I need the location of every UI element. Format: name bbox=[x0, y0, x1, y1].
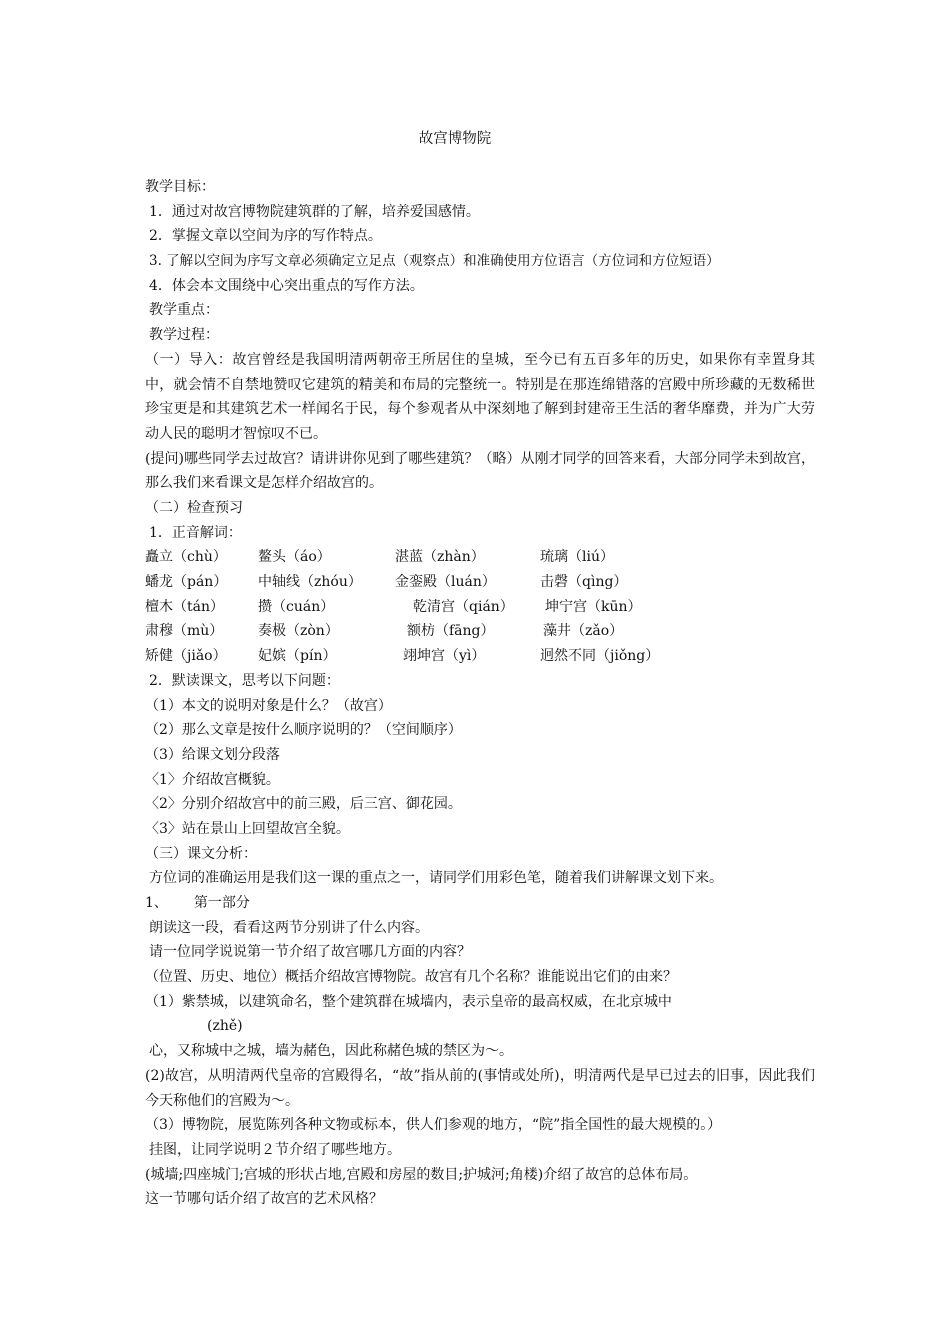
reading-item: 〈2〉分别介绍故宫中的前三殿，后三宫、御花园。 bbox=[145, 796, 462, 813]
vocab-word: 翊坤宫（yì） bbox=[403, 648, 486, 665]
vocab-word: 肃穆（mù） bbox=[145, 623, 224, 640]
goal-item: 2．掌握文章以空间为序的写作特点。 bbox=[149, 228, 382, 245]
vocab-word: 攒（cuán） bbox=[258, 598, 335, 615]
reading-item: 〈1〉介绍故宫概貌。 bbox=[145, 771, 280, 788]
reading-heading: 2．默读课文，思考以下问题： bbox=[149, 672, 340, 689]
vocab-word: 蟠龙（pán） bbox=[145, 574, 228, 591]
vocab-row bbox=[145, 545, 815, 570]
pinyin-annotation: (zhě) bbox=[207, 1018, 243, 1035]
goal-item: 1．通过对故宫博物院建筑群的了解，培养爱国感情。 bbox=[149, 203, 480, 220]
vocab-word: 琉璃（liú） bbox=[540, 549, 614, 566]
vocab-word: 额枋（fāng） bbox=[407, 623, 495, 640]
vocab-word: 中轴线（zhóu） bbox=[258, 574, 362, 591]
vocab-word: 藻井（zǎo） bbox=[543, 623, 624, 640]
intro-paragraph: （一）导入：故宫曾经是我国明清两朝帝王所居住的皇城，至今已有五百多年的历史，如果你有幸置身其中，就会情不自禁地赞叹它建筑的精美和布局的完整统一。特别是在那连绵错落的宫殿中所珍藏的无数稀世珍宝更是和其建筑艺术一样闻名于民，每个参观者从中深刻地了解到封建帝王生活的奢华靡费，并为广大劳动人民的聪明才智惊叹不已。 bbox=[145, 351, 815, 442]
vocab-row bbox=[145, 644, 815, 669]
vocab-word: 迥然不同（jiǒng） bbox=[540, 648, 660, 665]
part-line: （1）紫禁城，以建筑命名，整个建筑群在城墙内，表示皇帝的最高权威，在北京城中 bbox=[145, 993, 672, 1010]
reading-item: （2）那么文章是按什么顺序说明的？（空间顺序） bbox=[145, 722, 462, 739]
goal-item: 4．体会本文围绕中心突出重点的写作方法。 bbox=[149, 277, 424, 294]
vocab-word: 矫健（jiǎo） bbox=[145, 648, 227, 665]
vocab-row bbox=[145, 595, 815, 620]
museum-line: （3）博物院，展览陈列各种文物或标本，供人们参观的地方，“院”指全国性的最大规模的。） bbox=[145, 1117, 722, 1134]
center-line: 心，又称城中之城，墙为赭色，因此称赭色城的禁区为～。 bbox=[149, 1043, 513, 1060]
map-line: 挂图，让同学说明２节介绍了哪些地方。 bbox=[149, 1141, 401, 1158]
vocab-word: 鳌头（áo） bbox=[258, 549, 331, 566]
vocab-word: 奏极（zòn） bbox=[258, 623, 339, 640]
vocab-heading: 1．正音解词： bbox=[149, 524, 242, 541]
vocab-word: 乾清宫（qián） bbox=[413, 598, 514, 615]
vocab-word: 坤宁宫（kūn） bbox=[545, 598, 642, 615]
vocab-word: 妃嫔（pín） bbox=[258, 648, 337, 665]
vocab-word: 湛蓝（zhàn） bbox=[395, 549, 485, 566]
vocab-row bbox=[145, 570, 815, 595]
document-body bbox=[145, 175, 815, 1212]
page-title: 故宫博物院 bbox=[418, 131, 492, 147]
analysis-intro: 方位词的准确运用是我们这一课的重点之一，请同学们用彩色笔，随着我们讲解课文划下来。 bbox=[149, 870, 723, 887]
focus-heading: 教学重点： bbox=[149, 302, 219, 319]
reading-item: 〈3〉站在景山上回望故宫全貌。 bbox=[145, 820, 350, 837]
part-label: 第一部分 bbox=[193, 895, 250, 912]
reading-item: （3）给课文划分段落 bbox=[145, 746, 280, 763]
vocab-word: 矗立（chù） bbox=[145, 549, 227, 566]
vocab-word: 金銮殿（luán） bbox=[395, 574, 496, 591]
layout-line: (城墙;四座城门;宫城的形状占地,宫殿和房屋的数目;护城河;角楼)介绍了故宫的总体布局。 bbox=[145, 1166, 698, 1183]
vocab-word: 檀木（tán） bbox=[145, 598, 224, 615]
part-line: 请一位同学说说第一节介绍了故宫哪几方面的内容？ bbox=[149, 944, 471, 961]
part-number: 1、 bbox=[145, 895, 168, 912]
palace-paragraph: (2)故宫，从明清两代皇帝的宫殿得名，“故”指从前的(事情或处所)，明清两代是早已过去的旧事，因此我们今天称他们的宫殿为～。 bbox=[145, 1067, 815, 1109]
question-paragraph: (提问)哪些同学去过故宫？请讲讲你见到了哪些建筑？（略）从刚才同学的回答来看，大部分同学未到故宫，那么我们来看课文是怎样介绍故宫的。 bbox=[145, 450, 815, 492]
goal-item: 3. 了解以空间为序写文章必须确定立足点（观察点）和准确使用方位语言（方位词和方位短语） bbox=[149, 253, 720, 270]
part-line: （位置、历史、地位）概括介绍故宫博物院。故宫有几个名称？谁能说出它们的由来？ bbox=[145, 969, 677, 986]
art-line: 这一节哪句话介绍了故宫的艺术风格？ bbox=[145, 1191, 383, 1208]
reading-item: （1）本文的说明对象是什么？（故宫） bbox=[145, 697, 392, 714]
vocab-row bbox=[145, 619, 815, 644]
goals-heading: 教学目标： bbox=[145, 179, 215, 195]
preview-heading: （二）检查预习 bbox=[145, 500, 243, 517]
part-line: 朗读这一段，看看这两节分别讲了什么内容。 bbox=[149, 919, 429, 936]
vocab-word: 击磬（qìng） bbox=[540, 574, 628, 591]
process-heading: 教学过程： bbox=[149, 327, 219, 344]
analysis-heading: （三）课文分析： bbox=[145, 845, 257, 862]
part-heading bbox=[145, 891, 815, 916]
